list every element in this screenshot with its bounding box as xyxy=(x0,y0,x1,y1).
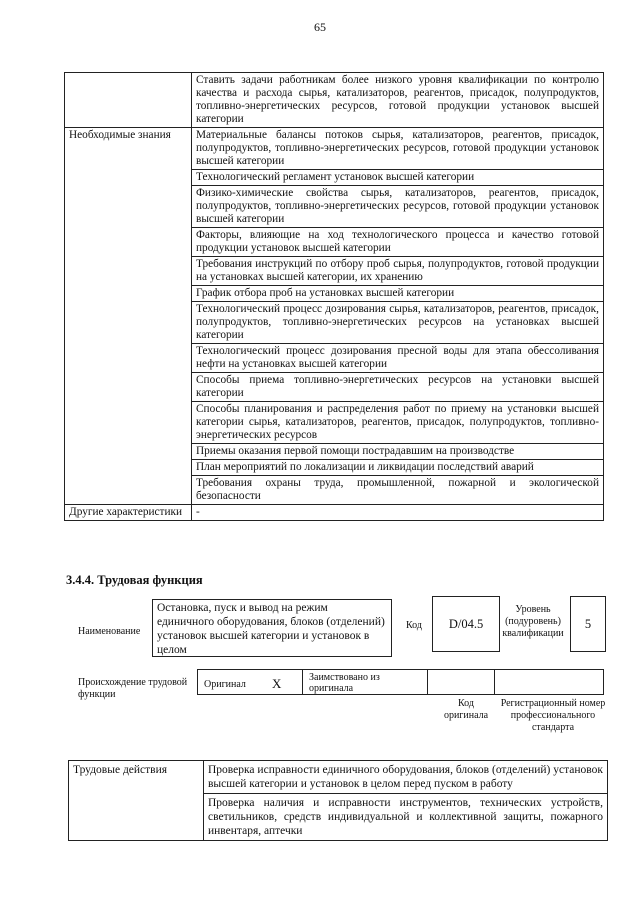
level-label: Уровень (подуровень) квалификации xyxy=(502,604,564,639)
row-label: Необходимые знания xyxy=(65,128,192,505)
row-item: Способы приема топливно-энергетических ресурсов на установки высшей категории xyxy=(192,373,604,402)
row-label xyxy=(65,73,192,128)
section-title: 3.4.4. Трудовая функция xyxy=(66,573,203,587)
original-mark: X xyxy=(272,676,282,691)
origin-row xyxy=(198,669,606,695)
name-label: Наименование xyxy=(78,626,141,637)
row-item: Ставить задачи работникам более низкого уровня квалификации по контролю качества и расхода сырья, катализаторов, реагентов, присадок, полупродуктов, топливно-энергетических ресурсов, готовой продукции установок высшей категории xyxy=(192,73,604,128)
table-row xyxy=(65,505,604,521)
function-name-box: Остановка, пуск и вывод на режим единичного оборудования, блоков (отделений) установок высшей категории и установок в целом xyxy=(152,599,392,657)
row-item: График отбора проб на установках высшей категории xyxy=(192,286,604,302)
original-code-caption: Код оригинала xyxy=(443,698,489,721)
row-item: Материальные балансы потоков сырья, катализаторов, реагентов, присадок, полупродуктов, топливно-энергетических ресурсов, готовой продукции установок высшей категории xyxy=(192,128,604,170)
qualification-level-box: 5 xyxy=(570,596,606,652)
knowledge-table xyxy=(64,72,604,521)
row-item: - xyxy=(192,505,604,521)
row-item: Факторы, влияющие на ход технологического процесса и качество готовой продукции установок высшей категории xyxy=(192,228,604,257)
original-code-cell xyxy=(427,669,495,695)
original-label: Оригинал xyxy=(204,679,246,690)
table-row xyxy=(65,73,604,128)
code-label: Код xyxy=(406,620,422,631)
function-code-box: D/04.5 xyxy=(432,596,500,652)
borrowed-label: Заимствовано из оригинала xyxy=(309,672,380,694)
origin-label: Происхождение трудовой функции xyxy=(78,677,188,700)
table-row xyxy=(65,128,604,170)
row-item: Технологический процесс дозирования сырья, катализаторов, реагентов, присадок, полупродуктов, топливно-энергетических ресурсов на установках высшей категории xyxy=(192,302,604,344)
page-number: 65 xyxy=(314,20,326,34)
borrowed-cell xyxy=(302,669,428,695)
row-label: Другие характеристики xyxy=(65,505,192,521)
row-item: Требования инструкций по отбору проб сырья, полупродуктов, готовой продукции на установках высшей категории, их хранению xyxy=(192,257,604,286)
row-label: Трудовые действия xyxy=(69,761,204,841)
labor-actions-table xyxy=(68,760,608,841)
original-cell xyxy=(197,669,303,695)
row-item: Физико-химические свойства сырья, катализаторов, реагентов, присадок, полупродуктов, топливно-энергетических ресурсов, готовой продукции установок высшей категории xyxy=(192,186,604,228)
row-item: Способы планирования и распределения работ по приему на установки высшей категории сырья, катализаторов, реагентов, присадок, полупродуктов, топливно-энергетических ресурсов xyxy=(192,402,604,444)
row-item: План мероприятий по локализации и ликвидации последствий аварий xyxy=(192,460,604,476)
row-item: Приемы оказания первой помощи пострадавшим на производстве xyxy=(192,444,604,460)
labor-action-item: Проверка исправности единичного оборудования, блоков (отделений) установок высшей категории и установок в целом перед пуском в работу xyxy=(204,761,608,794)
labor-action-item: Проверка наличия и исправности инструментов, технических устройств, светильников, средств индивидуальной и коллективной защиты, пожарного инвентаря, аптечки xyxy=(204,794,608,841)
registration-number-cell xyxy=(494,669,604,695)
registration-number-caption: Регистрационный номер профессионального стандарта xyxy=(500,698,606,733)
row-item: Технологический регламент установок высшей категории xyxy=(192,170,604,186)
table-row xyxy=(69,761,608,794)
row-item: Требования охраны труда, промышленной, пожарной и экологической безопасности xyxy=(192,476,604,505)
row-item: Технологический процесс дозирования пресной воды для этапа обессоливания нефти на установках высшей категории xyxy=(192,344,604,373)
